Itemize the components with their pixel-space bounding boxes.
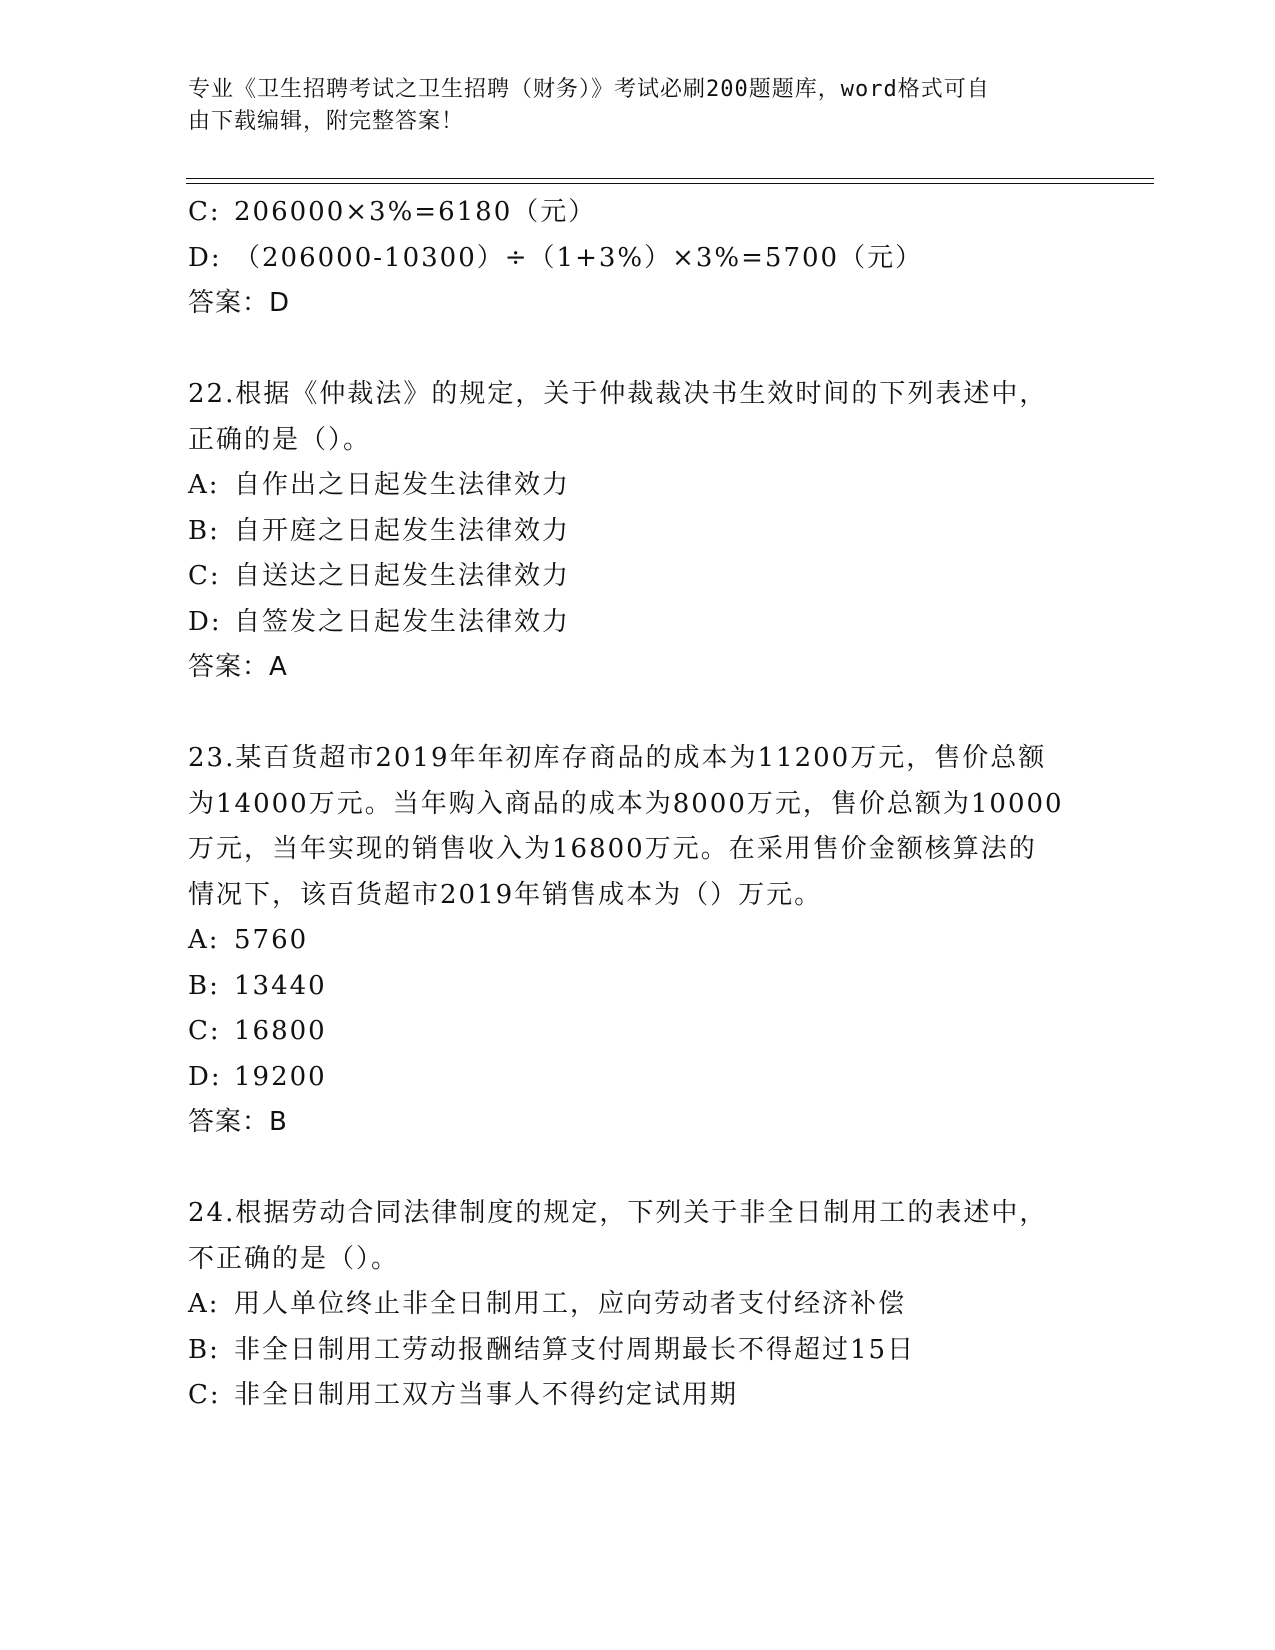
option-text: 自签发之日起发生法律效力 <box>234 606 571 637</box>
spacer <box>188 327 1088 373</box>
option-b <box>188 964 1088 1010</box>
option-text: 非全日制用工双方当事人不得约定试用期 <box>234 1380 739 1410</box>
option-a <box>188 1282 1088 1328</box>
option-text: 19200 <box>234 1061 327 1092</box>
option-c <box>188 190 1088 236</box>
question-stem-line: 为14000万元。当年购入商品的成本为8000万元，售价总额为10000 <box>188 788 1064 819</box>
question-stem-line: 不正确的是（）。 <box>188 1243 400 1274</box>
option-letter: C: <box>188 1016 221 1046</box>
document-body <box>188 190 1088 1419</box>
option-letter: B: <box>188 1334 220 1365</box>
option-c <box>188 1373 1088 1419</box>
option-text: 自开庭之日起发生法律效力 <box>234 515 571 546</box>
option-letter: A: <box>188 1289 220 1319</box>
option-c <box>188 554 1088 600</box>
option-text: 16800 <box>234 1016 327 1046</box>
option-text: 206000×3%=6180（元） <box>234 197 597 227</box>
option-c <box>188 1009 1088 1055</box>
option-d <box>188 1055 1088 1101</box>
option-b <box>188 509 1088 555</box>
question-24 <box>188 1191 1088 1419</box>
previous-question-tail <box>188 190 1088 327</box>
question-stem-line: 正确的是（）。 <box>188 424 372 455</box>
option-letter: B: <box>188 970 220 1001</box>
answer-line: 答案：A <box>188 652 288 682</box>
spacer <box>188 1146 1088 1192</box>
answer-line: 答案：D <box>188 288 291 318</box>
question-stem-line: 23.某百货超市2019年年初库存商品的成本为11200万元，售价总额 <box>188 743 1047 773</box>
option-d <box>188 236 1088 282</box>
option-letter: A: <box>188 470 220 500</box>
option-letter: B: <box>188 515 220 546</box>
option-text: 5760 <box>234 925 309 955</box>
option-letter: C: <box>188 561 221 591</box>
option-text: 13440 <box>234 970 327 1001</box>
option-d <box>188 600 1088 646</box>
header-divider-bottom <box>186 183 1154 184</box>
answer-line: 答案：B <box>188 1107 288 1137</box>
option-text: （206000-10300）÷（1+3%）×3%=5700（元） <box>234 242 924 273</box>
option-text: 自作出之日起发生法律效力 <box>234 470 571 500</box>
header-line-1: 专业《卫生招聘考试之卫生招聘（财务）》考试必刷200题题库，word格式可自 <box>188 77 990 102</box>
option-text: 用人单位终止非全日制用工，应向劳动者支付经济补偿 <box>234 1289 907 1319</box>
option-letter: C: <box>188 1380 221 1410</box>
document-header <box>188 74 1068 138</box>
question-22 <box>188 372 1088 691</box>
question-stem-line: 万元，当年实现的销售收入为16800万元。在采用售价金额核算法的 <box>188 834 1037 864</box>
question-stem-line: 22.根据《仲裁法》的规定，关于仲裁裁决书生效时间的下列表述中， <box>188 379 1048 409</box>
header-line-2: 由下载编辑，附完整答案！ <box>188 109 465 134</box>
option-a <box>188 463 1088 509</box>
option-a <box>188 918 1088 964</box>
question-23 <box>188 736 1088 1146</box>
option-letter: D: <box>188 1061 222 1092</box>
question-stem-line: 24.根据劳动合同法律制度的规定，下列关于非全日制用工的表述中， <box>188 1198 1048 1228</box>
option-letter: D: <box>188 606 222 637</box>
option-b <box>188 1328 1088 1374</box>
header-divider-top <box>186 178 1154 179</box>
spacer <box>188 691 1088 737</box>
option-letter: C: <box>188 197 221 227</box>
option-letter: D: <box>188 242 222 273</box>
option-letter: A: <box>188 925 220 955</box>
question-stem-line: 情况下，该百货超市2019年销售成本为（）万元。 <box>188 879 823 910</box>
option-text: 自送达之日起发生法律效力 <box>234 561 571 591</box>
option-text: 非全日制用工劳动报酬结算支付周期最长不得超过15日 <box>234 1334 916 1365</box>
